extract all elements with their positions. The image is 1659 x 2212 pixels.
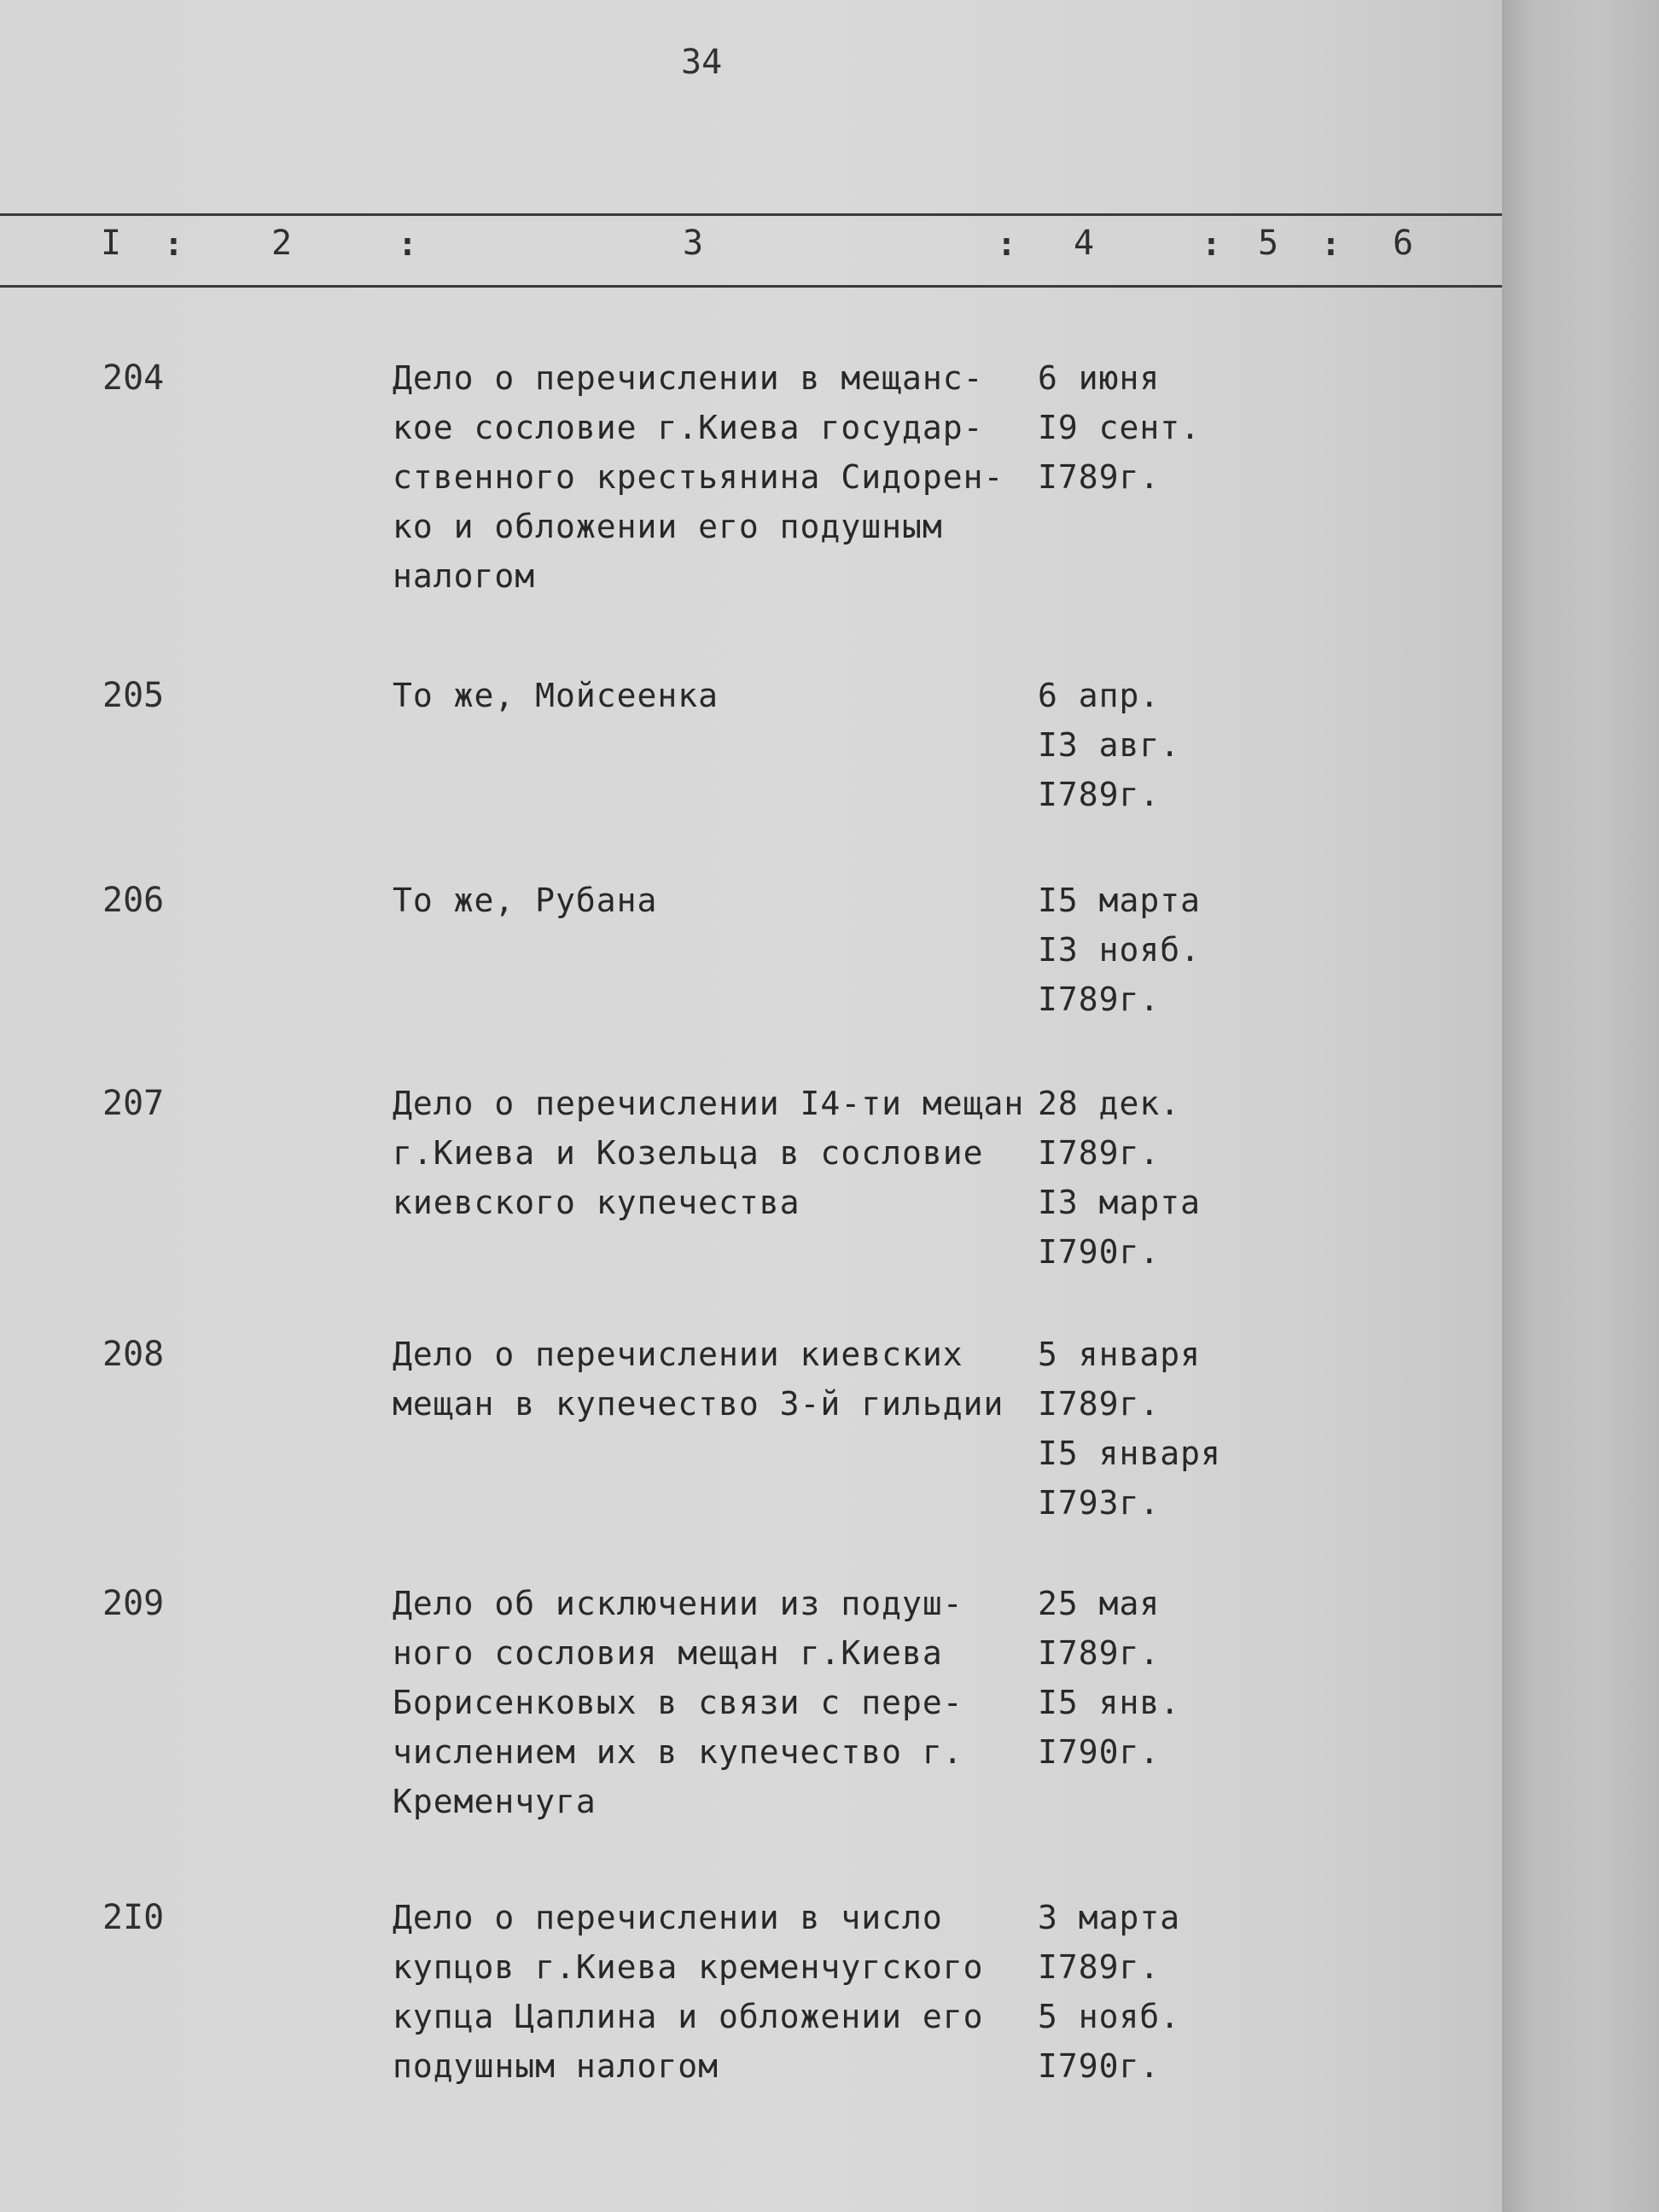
entry-dates: 3 марта I789г. 5 нояб. I790г.	[1038, 1899, 1181, 2085]
entry-description: Дело о перечислении в число купцов г.Киева кременчугского купца Цаплина и обложении его подушным налогом	[393, 1899, 984, 2085]
column-header-3: 3	[683, 224, 704, 263]
entry-number: 2I0	[102, 1898, 165, 1937]
page-number: 34	[681, 43, 723, 82]
entry-dates: 6 апр. I3 авг. I789г.	[1038, 677, 1181, 813]
column-header-1: I	[101, 224, 122, 263]
entry-description: То же, Мойсеенка	[393, 677, 719, 714]
entry-number: 205	[102, 676, 165, 715]
column-separator: :	[398, 225, 417, 263]
header-rule-top	[0, 213, 1502, 216]
column-header-6: 6	[1393, 224, 1414, 263]
entry-number: 209	[102, 1584, 165, 1623]
entry-dates: 25 мая I789г. I5 янв. I790г.	[1038, 1585, 1181, 1771]
header-rule-bottom	[0, 285, 1502, 288]
column-separator: :	[164, 225, 183, 263]
entry-description: Дело о перечислении киевских мещан в купечество 3-й гильдии	[393, 1336, 1004, 1423]
entry-dates: 6 июня I9 сент. I789г.	[1038, 359, 1202, 496]
column-header-4: 4	[1074, 224, 1095, 263]
entry-dates: 5 января I789г. I5 января I793г.	[1038, 1336, 1221, 1522]
entry-dates: 28 дек. I789г. I3 марта I790г.	[1038, 1085, 1202, 1271]
entry-number: 206	[102, 881, 165, 920]
entry-number: 204	[102, 358, 165, 398]
entry-number: 208	[102, 1335, 165, 1374]
entry-description: Дело об исключении из подуш- ного сословия мещан г.Киева Борисенковых в связи с пере- числением их в купечество г. Кременчуга	[393, 1585, 963, 1820]
column-header-5: 5	[1258, 224, 1279, 263]
entry-description: Дело о перечислении в мещанс- кое сословие г.Киева государ- ственного крестьянина Сидорен- ко и обложении его подушным налогом	[393, 359, 1004, 595]
entry-description: То же, Рубана	[393, 882, 658, 919]
page-edge-background	[1502, 0, 1659, 2212]
entry-dates: I5 марта I3 нояб. I789г.	[1038, 882, 1202, 1018]
entry-number: 207	[102, 1084, 165, 1123]
column-separator: :	[1202, 225, 1221, 263]
entry-description: Дело о перечислении I4-ти мещан г.Киева и Козельца в сословие киевского купечества	[393, 1085, 1025, 1221]
column-separator: :	[997, 225, 1016, 263]
column-header-2: 2	[271, 224, 293, 263]
column-separator: :	[1321, 225, 1341, 263]
